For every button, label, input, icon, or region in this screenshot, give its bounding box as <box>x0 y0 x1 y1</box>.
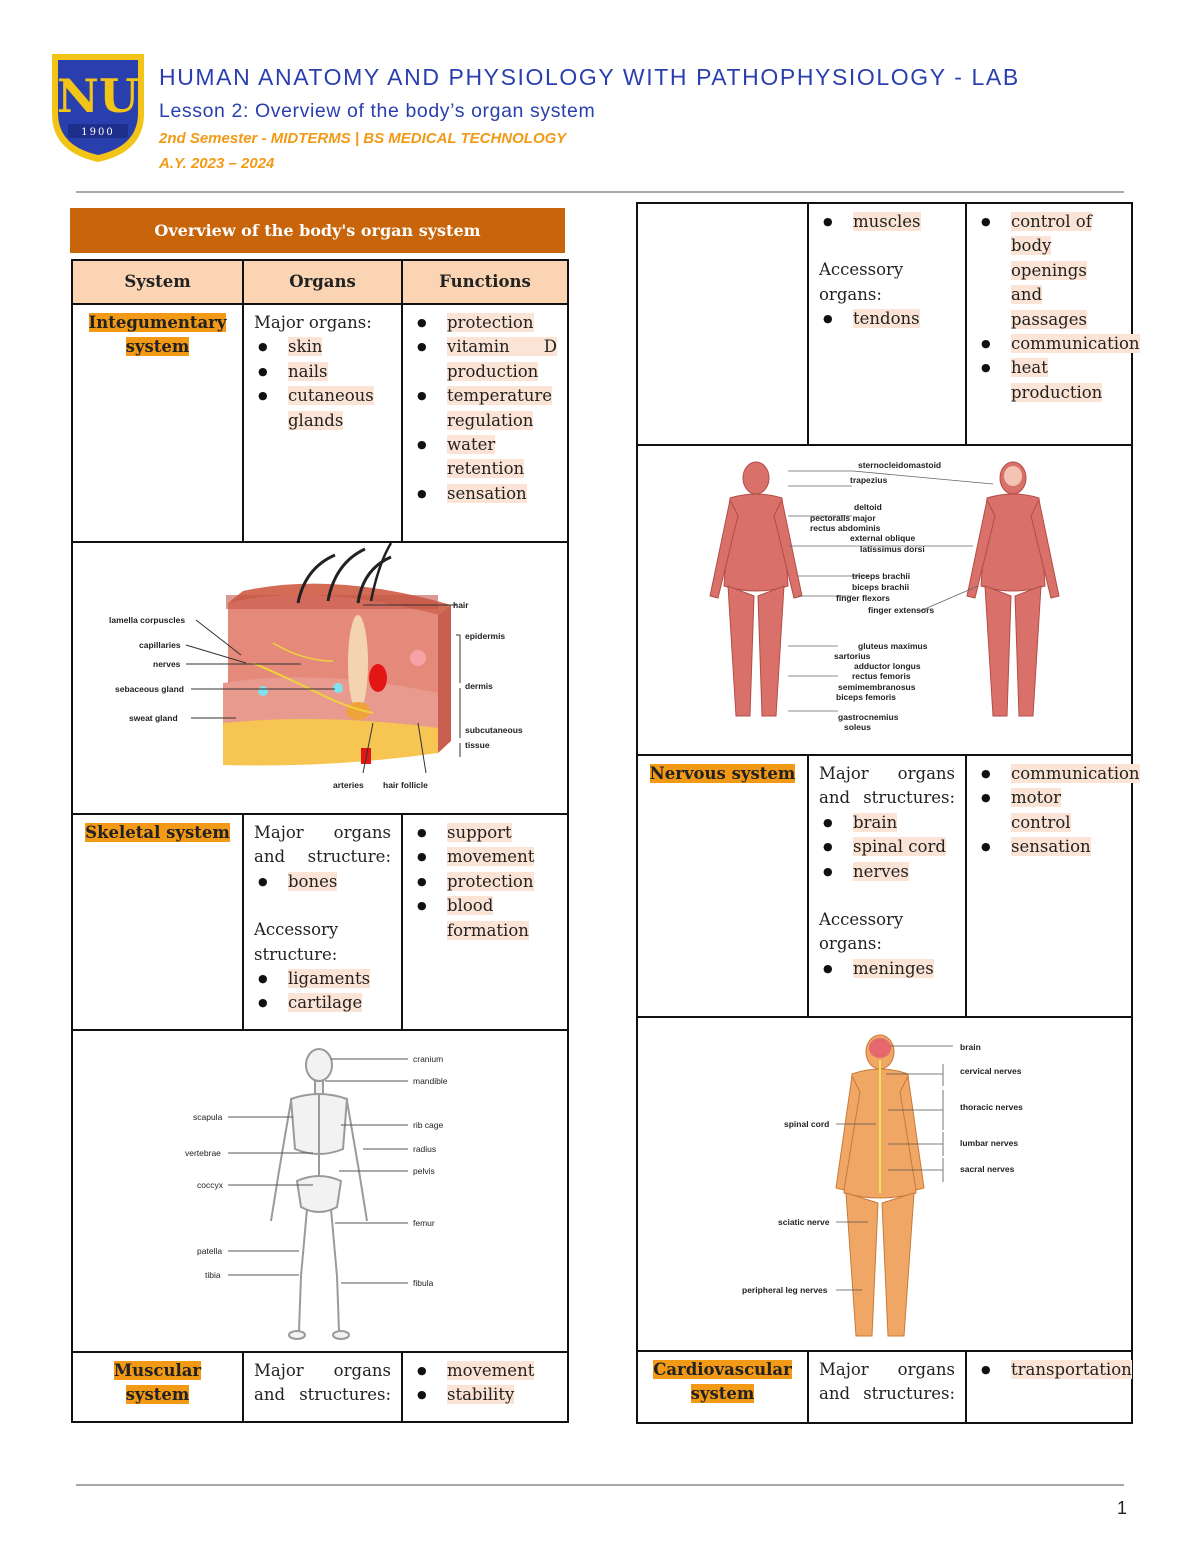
cardiovascular-functions-cell <box>966 1351 1132 1423</box>
function-item: ● communication <box>977 332 1121 356</box>
function-item: ● motor control <box>977 786 1121 835</box>
integumentary-system-cell <box>72 304 243 542</box>
nerve-label-spinal: spinal cord <box>784 1119 830 1129</box>
skin-label-follicle: hair follicle <box>383 780 428 790</box>
muscle-label-latissimus: latissimus dorsi <box>860 544 925 554</box>
semester-line: 2nd Semester - MIDTERMS | BS MEDICAL TECHNOLOGY <box>159 130 567 147</box>
muscular-continued-organs-cell <box>808 203 966 445</box>
skeleton-label-tibia: tibia <box>205 1270 221 1280</box>
nerve-label-brain: brain <box>960 1042 981 1052</box>
nerve-label-sacral: sacral nerves <box>960 1164 1015 1174</box>
course-title: HUMAN ANATOMY AND PHYSIOLOGY WITH PATHOPHYSIOLOGY - LAB <box>159 64 1020 90</box>
skin-label-tissue: tissue <box>465 740 490 750</box>
skin-figure-cell <box>72 542 568 814</box>
muscle-label-finger-flex: finger flexors <box>836 593 890 603</box>
function-item: ● support <box>413 821 557 845</box>
muscle-label-soleus: soleus <box>844 722 871 732</box>
muscle-label-scm: sternocleidomastoid <box>858 460 942 470</box>
muscle-label-biceps-fem: biceps femoris <box>836 692 896 702</box>
nervous-system-cell <box>637 755 808 1017</box>
right-organ-table <box>636 202 1140 1424</box>
skeletal-system-name: Skeletal system <box>85 823 230 842</box>
university-logo <box>44 48 152 166</box>
integumentary-row <box>72 304 568 542</box>
function-item: ● movement <box>413 845 557 869</box>
skin-label-capillaries: capillaries <box>139 640 181 650</box>
nervous-row <box>637 755 1132 1017</box>
muscular-organs-heading: Major organs and structures: <box>254 1361 391 1405</box>
organ-item: ● brain <box>819 811 955 835</box>
function-item: ● sensation <box>977 835 1121 859</box>
skeletal-system-cell <box>72 814 243 1030</box>
skeletal-accessory-heading: Accessory structure: <box>254 920 339 964</box>
muscular-functions-cell <box>402 1352 568 1422</box>
accessory-item: ● meninges <box>819 957 955 981</box>
nervous-figure <box>638 1018 1129 1350</box>
academic-year: A.Y. 2023 – 2024 <box>159 155 275 172</box>
nervous-accessory-heading: Accessory organs: <box>819 910 904 954</box>
skeletal-organs-heading: Major organs and structure: <box>254 823 391 867</box>
muscle-label-semimem: semimembranosus <box>838 682 916 692</box>
function-item: ● vitamin D production <box>413 335 557 384</box>
nervous-system-name: Nervous system <box>649 764 796 783</box>
skin-label-subcutaneous: subcutaneous <box>465 725 523 735</box>
skin-label-hair: hair <box>453 600 469 610</box>
muscular-organs-cell <box>243 1352 402 1422</box>
organ-item: ● cutaneous glands <box>254 384 391 433</box>
organ-item: ● nails <box>254 360 391 384</box>
skin-label-arteries: arteries <box>333 780 364 790</box>
skeleton-label-cranium: cranium <box>413 1054 444 1064</box>
muscular-system-name: Muscular system <box>113 1361 202 1405</box>
skeleton-label-patella: patella <box>197 1246 223 1256</box>
muscle-label-deltoid: deltoid <box>854 502 882 512</box>
muscle-label-sartorius: sartorius <box>834 651 871 661</box>
footer-divider <box>76 1484 1124 1486</box>
function-item: ● blood formation <box>413 894 557 943</box>
muscular-accessory-heading: Accessory organs: <box>819 260 904 304</box>
muscle-label-triceps: triceps brachii <box>852 571 911 581</box>
skin-label-sebaceous: sebaceous gland <box>115 684 184 694</box>
nerve-label-cervical: cervical nerves <box>960 1066 1022 1076</box>
organ-item: ● muscles <box>819 210 955 234</box>
integumentary-system-name: Integumentary system <box>88 313 227 357</box>
function-item: ● protection <box>413 311 557 335</box>
skeleton-label-ribcage: rib cage <box>413 1120 444 1130</box>
nerve-label-sciatic: sciatic nerve <box>778 1217 830 1227</box>
logo-letters: NU <box>56 69 140 123</box>
skin-label-lamella: lamella corpuscles <box>109 615 186 625</box>
function-item: ● protection <box>413 870 557 894</box>
left-organ-table <box>71 259 569 1423</box>
muscular-row <box>72 1352 568 1422</box>
col-organs: Organs <box>243 260 402 304</box>
lesson-title: Lesson 2: Overview of the body’s organ system <box>159 100 596 122</box>
muscle-label-adductor: adductor longus <box>854 661 921 671</box>
skin-cross-section-figure <box>73 543 565 813</box>
skeleton-label-radius: radius <box>413 1144 437 1154</box>
accessory-item: ● tendons <box>819 307 955 331</box>
page-number: 1 <box>1117 1498 1128 1518</box>
cardiovascular-organs-cell <box>808 1351 966 1423</box>
function-item: ● water retention <box>413 433 557 482</box>
accessory-item: ● ligaments <box>254 967 391 991</box>
integumentary-functions-cell <box>402 304 568 542</box>
muscle-label-biceps: biceps brachii <box>852 582 910 592</box>
muscular-system-cell <box>72 1352 243 1422</box>
cardiovascular-row <box>637 1351 1132 1423</box>
nerve-label-thoracic: thoracic nerves <box>960 1102 1023 1112</box>
organ-item: ● bones <box>254 870 391 894</box>
skeletal-organs-cell <box>243 814 402 1030</box>
nerve-label-lumbar: lumbar nerves <box>960 1138 1019 1148</box>
cardiovascular-system-cell <box>637 1351 808 1423</box>
skin-label-sweat: sweat gland <box>129 713 178 723</box>
muscle-label-gastro: gastrocnemius <box>838 712 899 722</box>
function-item: ● sensation <box>413 482 557 506</box>
muscle-label-trapezius: trapezius <box>850 475 888 485</box>
muscular-continued-functions-cell <box>966 203 1140 445</box>
nervous-organs-heading: Major organs and structures: <box>819 764 955 808</box>
skin-label-dermis: dermis <box>465 681 493 691</box>
organ-item: ● spinal cord <box>819 835 955 859</box>
integumentary-organs-heading: Major organs: <box>254 313 372 332</box>
skeletal-functions-cell <box>402 814 568 1030</box>
muscular-continued-row <box>637 203 1132 445</box>
function-item: ● communication <box>977 762 1121 786</box>
muscle-label-gluteus: gluteus maximus <box>858 641 928 651</box>
muscle-label-ext-oblique: external oblique <box>850 533 916 543</box>
section-banner: Overview of the body's organ system <box>70 208 565 253</box>
organ-item: ● skin <box>254 335 391 359</box>
nervous-functions-cell <box>966 755 1140 1017</box>
function-item: ● heat production <box>977 356 1121 405</box>
muscle-label-rectus-abd: rectus abdominis <box>810 523 881 533</box>
muscular-figure <box>638 446 1129 754</box>
function-item: ● movement <box>413 1359 557 1383</box>
muscle-label-pectoralis: pectoralis major <box>810 513 876 523</box>
col-system: System <box>72 260 243 304</box>
cardiovascular-system-name: Cardiovascular system <box>653 1360 792 1404</box>
function-item: ● control of body openings and passages <box>977 210 1121 332</box>
muscle-figure-cell <box>637 445 1132 755</box>
cardiovascular-organs-heading: Major organs and structures: <box>819 1360 955 1404</box>
nerve-label-peripheral: peripheral leg nerves <box>742 1285 828 1295</box>
skeleton-figure-cell <box>72 1030 568 1352</box>
header-divider <box>76 191 1124 193</box>
nerve-figure-cell <box>637 1017 1132 1351</box>
skeleton-label-scapula: scapula <box>193 1112 223 1122</box>
muscle-label-finger-ext: finger extensors <box>868 605 935 615</box>
function-item: ● stability <box>413 1383 557 1407</box>
muscular-continued-system-cell <box>637 203 808 445</box>
skin-label-epidermis: epidermis <box>465 631 506 641</box>
skeleton-label-pelvis: pelvis <box>413 1166 435 1176</box>
col-functions: Functions <box>402 260 568 304</box>
integumentary-organs-cell <box>243 304 402 542</box>
muscle-label-rectus-fem: rectus femoris <box>852 671 911 681</box>
skin-label-nerves: nerves <box>153 659 181 669</box>
skeleton-label-fibula: fibula <box>413 1278 434 1288</box>
logo-year: 1900 <box>81 127 115 138</box>
skeleton-label-mandible: mandible <box>413 1076 448 1086</box>
skeleton-label-coccyx: coccyx <box>197 1180 223 1190</box>
accessory-item: ● cartilage <box>254 991 391 1015</box>
skeletal-row <box>72 814 568 1030</box>
function-item: ● transportation <box>977 1358 1121 1382</box>
skeleton-figure <box>73 1031 565 1351</box>
organ-item: ● nerves <box>819 860 955 884</box>
function-item: ● temperature regulation <box>413 384 557 433</box>
nervous-organs-cell <box>808 755 966 1017</box>
skeleton-label-vertebrae: vertebrae <box>185 1148 221 1158</box>
skeleton-label-femur: femur <box>413 1218 435 1228</box>
